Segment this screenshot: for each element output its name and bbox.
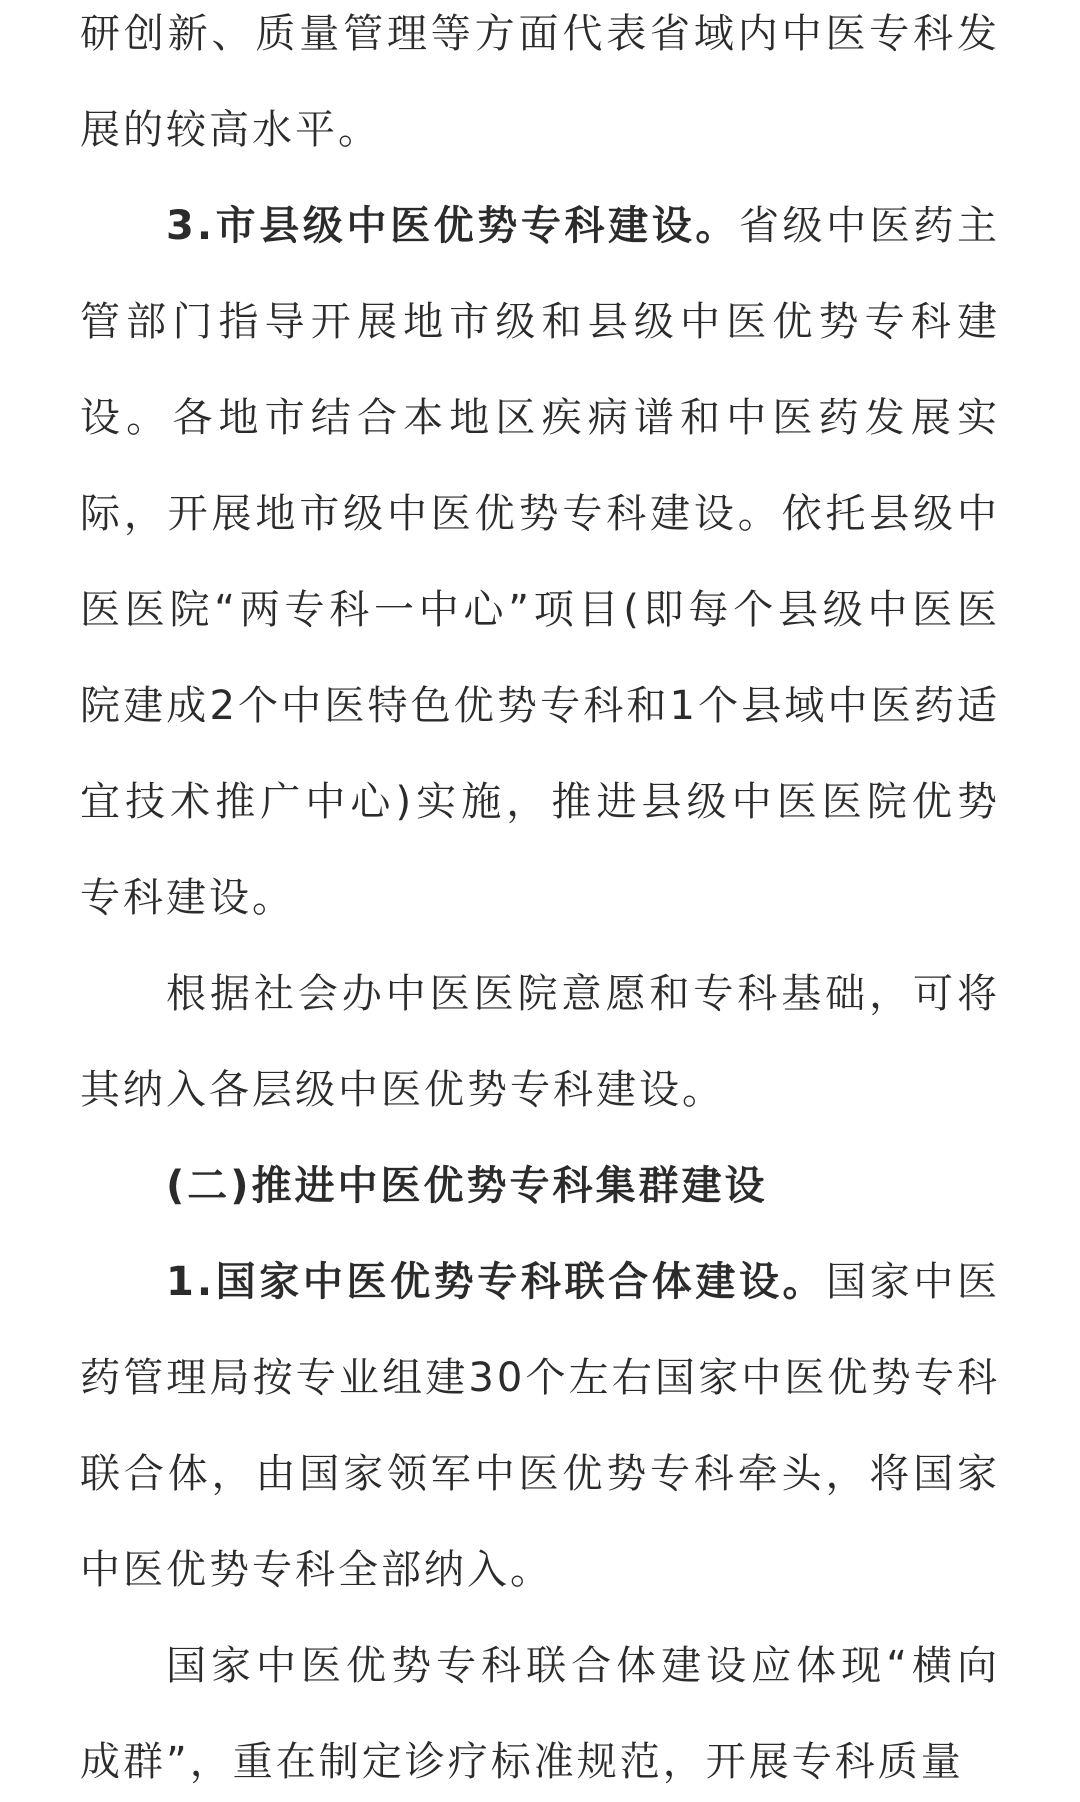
section-heading [80,1138,1000,1234]
paragraph-continuation [80,0,1000,178]
paragraph-text: 国家中医优势专科联合体建设应体现“横向成群”，重在制定诊疗标准规范，开展专科质量 [80,1643,1000,1785]
paragraph-lead: 3.市县级中医优势专科建设。 [166,203,739,249]
paragraph-alliance-requirements [80,1618,1000,1802]
paragraph-social-hospitals [80,946,1000,1138]
paragraph-text: 国家中医药管理局按专业组建30个左右国家中医优势专科联合体，由国家领军中医优势专科牵头，将国家中医优势专科全部纳入。 [80,1259,1000,1593]
paragraph-text: 省级中医药主管部门指导开展地市级和县级中医优势专科建设。各地市结合本地区疾病谱和中医药发展实际，开展地市级中医优势专科建设。依托县级中医医院“两专科一中心”项目(即每个县级中医医院建成2个中医特色优势专科和1个县域中医药适宜技术推广中心)实施，推进县级中医医院优势专科建设。 [80,203,1000,921]
paragraph-text: 根据社会办中医医院意愿和专科基础，可将其纳入各层级中医优势专科建设。 [80,971,1000,1113]
paragraph-national-alliance [80,1234,1000,1618]
paragraph-text: 研创新、质量管理等方面代表省域内中医专科发展的较高水平。 [80,11,1000,153]
paragraph-city-county-specialty [80,178,1000,946]
section-heading-text: (二)推进中医优势专科集群建设 [166,1163,768,1209]
paragraph-lead: 1.国家中医优势专科联合体建设。 [166,1259,827,1305]
